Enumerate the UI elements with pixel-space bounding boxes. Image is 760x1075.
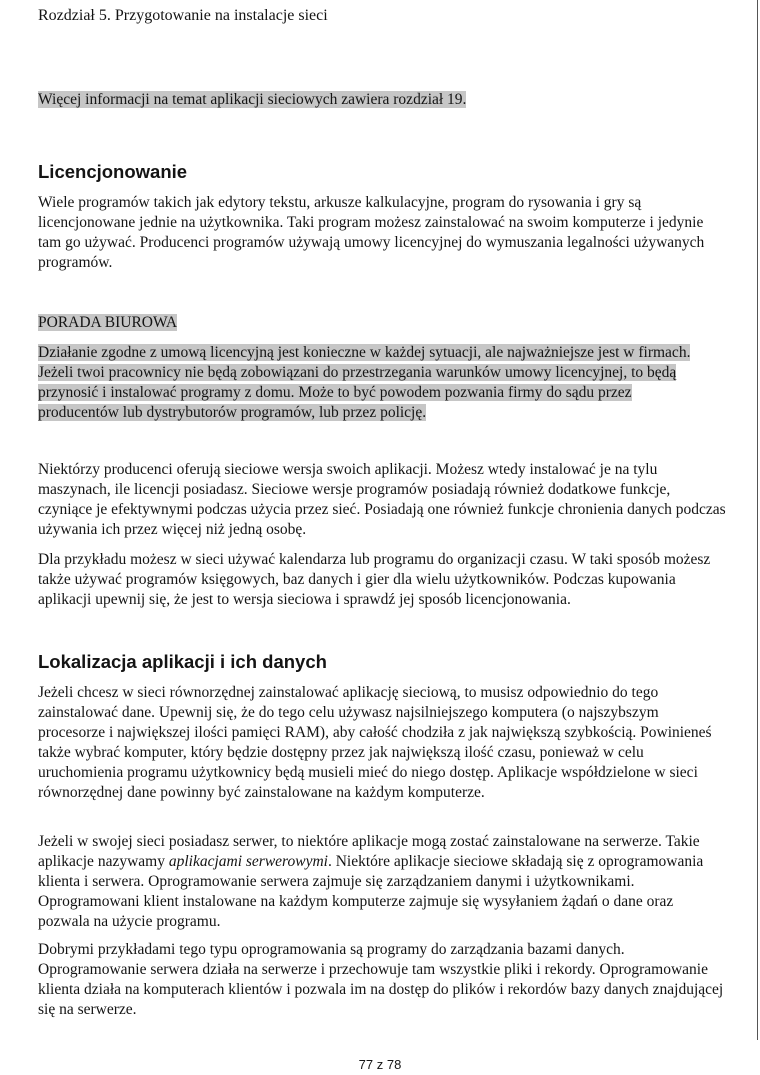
tip-label — [38, 313, 177, 333]
section-heading-licensing: Licencjonowanie — [38, 161, 188, 182]
location-paragraph-2 — [38, 832, 728, 932]
example-paragraph: Dla przykładu możesz w sieci używać kalendarza lub programu do organizacji czasu. W taki sposób możesz także używać programów księgowych, baz danych i gier dla wielu użytkowników. Podczas kupowania aplikacji upewnij się, że jest to wersja sieciowa i sprawdź jej sposób licencjonowania. — [38, 551, 711, 608]
paragraph2-text-end: . Niektóre aplikacje sieciowe składają się z oprogramowania klienta i serwera. Oprogramowanie serwera zajmuje się zarządzaniem danymi i użytkownikami. Oprogramowani klient instalowane na każdym komputerze zajmuje się wysyłaniem żądań o dane oraz pozwala na użycie programu. — [38, 853, 704, 930]
server-applications-term: aplikacjami serwerowymi — [168, 853, 328, 870]
paragraph2-text-start: Jeżeli w swojej sieci posiadasz serwer, to niektóre aplikacje mogą zostać zainstalowane na serwerze. Takie aplikacje nazywamy — [38, 833, 700, 870]
tip-label-text: PORADA BIUROWA — [38, 314, 178, 331]
tip-text-highlight: Działanie zgodne z umową licencyjną jest konieczne w każdej sytuacji, ale najważniejsze jest w firmach. Jeżeli twoi pracownicy nie będą zobowiązani do przestrzegania warunków umowy licencyjnej, to będą przynosić i instalować programy z domu. Może to być powodem pozwania firmy do sądu przez producentów lub dystrybutorów programów, lub przez policję. — [38, 344, 691, 421]
tip-text — [38, 343, 710, 423]
running-head: Rozdział 5. Przygotowanie na instalacje sieci — [38, 7, 328, 24]
highlighted-note — [38, 90, 466, 110]
location-paragraph-3: Dobrymi przykładami tego typu oprogramowania są programy do zarządzania bazami danych. Oprogramowanie serwera działa na serwerze i przechowuje tam wszystkie pliki i rekordy. Oprogramowanie klienta działa na komputerach klientów i pozwala im na dostęp do plików i rekordów bazy danych znajdującej się na serwerze. — [38, 941, 724, 1018]
note-text: Więcej informacji na temat aplikacji sieciowych zawiera rozdział 19. — [38, 91, 467, 108]
network-versions-paragraph: Niektórzy producenci oferują sieciowe wersja swoich aplikacji. Możesz wtedy instalować je na tylu maszynach, ile licencji posiadasz. Sieciowe wersje programów posiadają również dodatkowe funkcje, czyniące je efektywnymi podczas użycia przez sieć. Posiadają one również funkcje chronienia danych podczas używania ich przez więcej niż jedną osobę. — [38, 461, 726, 538]
page-border — [757, 0, 758, 1040]
location-paragraph-1: Jeżeli chcesz w sieci równorzędnej zainstalować aplikację sieciową, to musisz odpowiednio do tego zainstalować dane. Upewnij się, że do tego celu używasz najsilniejszego komputera (o najszybszym procesorze i największej ilości pamięci RAM), aby całość chodziła z jak największą szybkością. Powinieneś także wybrać komputer, który będzie dostępny przez jak największą ilość czasu, ponieważ w celu uruchomienia programu użytkownicy będą musieli mieć do niego dostęp. Aplikacje współdzielone w sieci równorzędnej dane powinny być zainstalowane na każdym komputerze. — [38, 684, 712, 801]
licensing-paragraph: Wiele programów takich jak edytory tekstu, arkusze kalkulacyjne, program do rysowania i gry są licencjonowane jednie na użytkownika. Taki program możesz zainstalować na swoim komputerze i jedynie tam go używać. Producenci programów używają umowy licencyjnej do wymuszania legalności używanych programów. — [38, 194, 705, 271]
page-number: 77 z 78 — [358, 1057, 402, 1072]
section-heading-location: Lokalizacja aplikacji i ich danych — [38, 651, 327, 672]
